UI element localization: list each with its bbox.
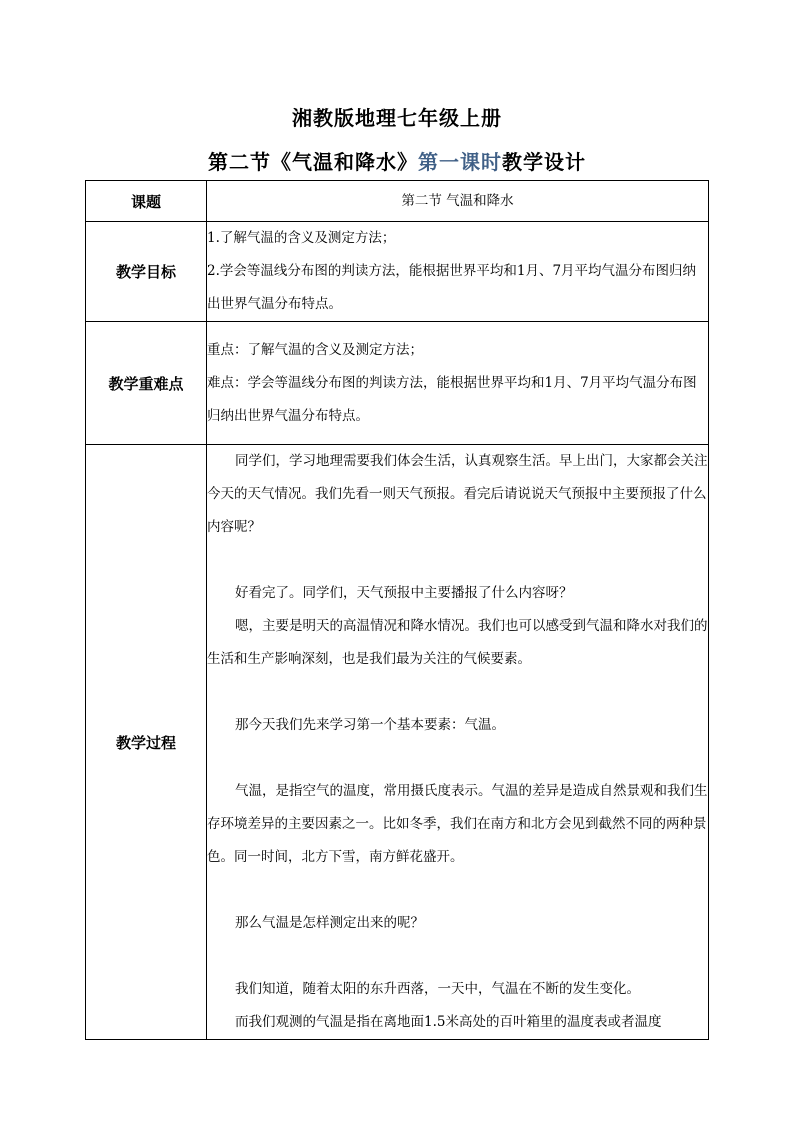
document-title: 湘教版地理七年级上册	[292, 106, 502, 130]
process-paragraph: 那今天我们先来学习第一个基本要素：气温。	[235, 717, 505, 733]
blank-line	[207, 544, 708, 577]
goals-content	[207, 222, 709, 322]
topic-label: 课题	[86, 181, 207, 222]
blank-line	[207, 742, 708, 775]
difficulty-item: 难点：学会等温线分布图的判读方法，能根据世界平均和1月、7月平均气温分布图归纳出世界气温分布特点。	[207, 374, 697, 424]
key-points-content	[207, 322, 709, 445]
topic-row	[86, 181, 709, 222]
process-paragraph: 而我们观测的气温是指在离地面1.5米高处的百叶箱里的温度表或者温度	[235, 1014, 662, 1030]
process-paragraph: 嗯，主要是明天的高温情况和降水情况。我们也可以感受到气温和降水对我们的生活和生产影响深刻，也是我们最为关注的气候要素。	[207, 618, 708, 667]
process-paragraph: 那么气温是怎样测定出来的呢？	[235, 915, 424, 931]
process-paragraph: 我们知道，随着太阳的东升西落，一天中，气温在不断的发生变化。	[235, 981, 640, 997]
process-content	[207, 445, 709, 1040]
blank-line	[207, 874, 708, 907]
lesson-plan-table	[85, 180, 709, 1040]
subtitle-accent: 第一课时	[418, 150, 502, 174]
goals-row	[86, 222, 709, 322]
key-points-row	[86, 322, 709, 445]
goals-label: 教学目标	[86, 222, 207, 322]
process-paragraph: 好看完了。同学们，天气预报中主要播报了什么内容呀？	[235, 585, 573, 601]
subtitle-main: 第二节《气温和降水》	[208, 150, 418, 174]
process-row	[86, 445, 709, 1040]
blank-line	[207, 940, 708, 973]
goal-item: 2.学会等温线分布图的判读方法，能根据世界平均和1月、7月平均气温分布图归纳出世界气温分布特点。	[207, 263, 697, 312]
process-paragraph: 气温，是指空气的温度，常用摄氏度表示。气温的差异是造成自然景观和我们生存环境差异的主要因素之一。比如冬季，我们在南方和北方会见到截然不同的两种景色。同一时间，北方下雪，南方鲜花盛开。	[207, 783, 708, 865]
process-label: 教学过程	[86, 445, 207, 1040]
blank-line	[207, 676, 708, 709]
goal-item: 1.了解气温的含义及测定方法；	[207, 230, 396, 246]
document-subtitle	[0, 146, 794, 175]
subtitle-end: 教学设计	[502, 150, 586, 174]
key-point-item: 重点：了解气温的含义及测定方法；	[207, 341, 423, 358]
process-paragraph: 同学们，学习地理需要我们体会生活，认真观察生活。早上出门，大家都会关注今天的天气情况。我们先看一则天气预报。看完后请说说天气预报中主要预报了什么内容呢？	[207, 453, 708, 535]
key-points-label: 教学重难点	[86, 322, 207, 445]
topic-value: 第二节 气温和降水	[207, 181, 709, 222]
